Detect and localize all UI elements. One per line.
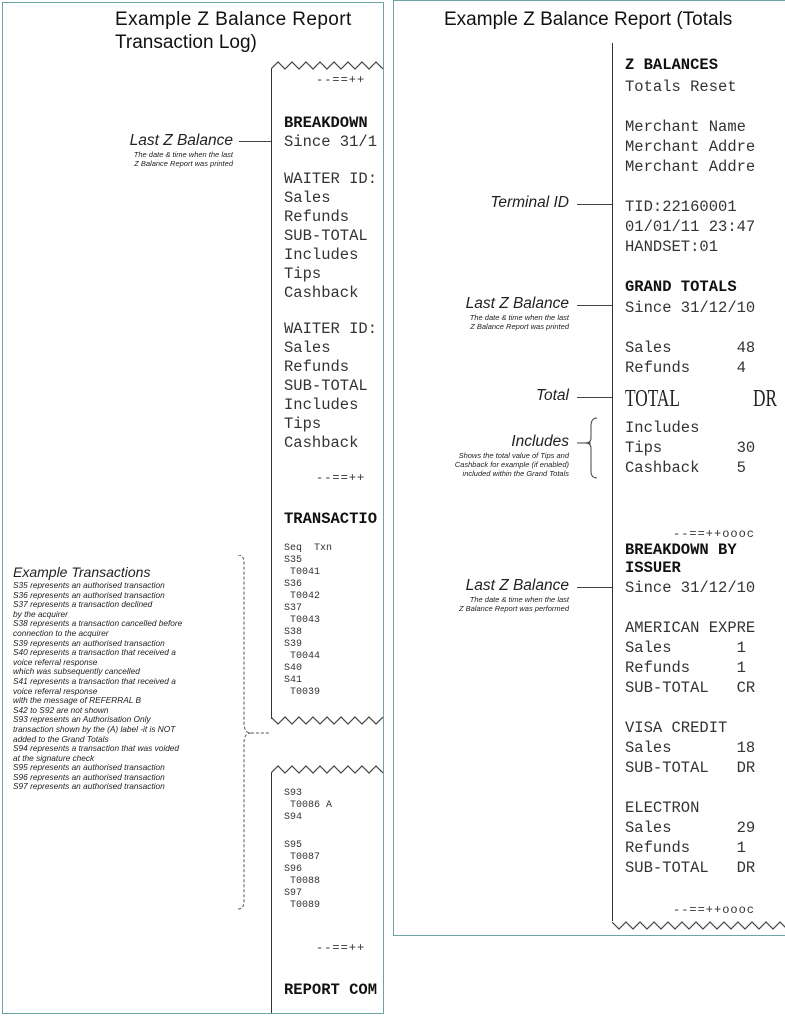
note-line: S97 represents an authorised transaction	[13, 781, 165, 792]
left-document-page	[2, 2, 384, 1014]
receipt-line: Since 31/12/10	[625, 299, 756, 317]
receipt-line: SUB-TOTAL DR	[625, 759, 756, 777]
receipt-1-separator: --==++	[316, 73, 366, 87]
example-transactions-notes	[13, 564, 238, 792]
receipt-line: Tips	[284, 265, 322, 283]
tx-line: S97	[284, 888, 303, 899]
receipt-line: VISA CREDIT	[625, 719, 728, 737]
breakdown-heading-2: ISSUER	[625, 559, 681, 577]
left-page-title	[115, 8, 352, 54]
total-label: TOTAL	[625, 386, 680, 412]
note-line: at the signature check	[13, 752, 95, 763]
tx-line: S39	[284, 639, 303, 650]
includes-brace	[577, 416, 611, 480]
receipt-1-separator-2: --==++	[316, 471, 366, 485]
callout-last-z-balance-right-1	[404, 295, 569, 331]
note-line: transaction shown by the (A) label -it is NOT	[13, 723, 176, 734]
tx-line: T0088	[284, 876, 321, 887]
receipt-line: Merchant Addre	[625, 138, 756, 156]
receipt-1-breakdown: BREAKDOWN	[284, 114, 368, 132]
receipt-line: WAITER ID:	[284, 320, 378, 338]
receipt-line: SUB-TOTAL CR	[625, 679, 756, 697]
callout-desc: The date & time when the last	[469, 313, 569, 322]
tx-line: S35	[284, 555, 303, 566]
receipt-line: Tips 30	[625, 439, 756, 457]
callout-includes	[396, 433, 569, 478]
note-line: connection to the acquirer	[13, 627, 109, 638]
receipt-line: Sales	[284, 189, 331, 207]
callout-desc: The date & time when the last	[469, 595, 569, 604]
tx-line: S93	[284, 788, 303, 799]
note-line: S94 represents a transaction that was voided	[13, 743, 180, 754]
callout-desc: The date & time when the last	[133, 150, 233, 159]
callout-last-z-balance-left	[63, 132, 233, 168]
receipt-line: Since 31/12/10	[625, 579, 756, 597]
note-line: which was subsequently cancelled	[13, 666, 140, 677]
note-line: voice referral response	[13, 685, 98, 696]
callout-leader-line	[577, 587, 612, 588]
callout-desc: Shows the total value of Tips and	[458, 451, 569, 460]
receipt-line: Refunds 4	[625, 359, 746, 377]
tx-line: T0086 A	[284, 800, 333, 811]
receipt-line: ELECTRON	[625, 799, 700, 817]
receipt-2-separator: --==++	[316, 941, 366, 955]
tx-line: S40	[284, 663, 303, 674]
receipt-line: SUB-TOTAL	[284, 377, 368, 395]
tx-line: T0089	[284, 900, 321, 911]
tx-line: S41	[284, 675, 303, 686]
note-line: S40 represents a transaction that received a	[13, 647, 176, 658]
receipt-line: Includes	[625, 419, 700, 437]
note-line: S37 represents a transaction declined	[13, 599, 153, 610]
callout-heading: Last Z Balance	[129, 132, 233, 149]
seq-header: Seq Txn	[284, 543, 333, 554]
callout-leader-line	[577, 204, 612, 205]
callout-heading: Last Z Balance	[465, 577, 569, 594]
tx-line: S36	[284, 579, 303, 590]
note-line: S39 represents an authorised transaction	[13, 637, 165, 648]
receipt-separator-2: --==++oooc	[673, 903, 756, 917]
note-line: by the acquirer	[13, 608, 68, 619]
note-line: voice referral response	[13, 656, 98, 667]
receipt-line: Sales 1	[625, 639, 746, 657]
receipt-line: Totals Reset	[625, 78, 737, 96]
callout-leader-line	[577, 305, 612, 306]
receipt-line: WAITER ID:	[284, 170, 378, 188]
tx-line: S38	[284, 627, 303, 638]
note-line: S38 represents a transaction cancelled before	[13, 618, 183, 629]
right-document-page	[393, 0, 785, 936]
tx-line: S37	[284, 603, 303, 614]
receipt-line: Merchant Name	[625, 118, 746, 136]
receipt-line: Sales	[284, 339, 331, 357]
note-line: S95 represents an authorised transaction	[13, 762, 165, 773]
notes-heading: Example Transactions	[13, 564, 151, 580]
note-line: S42 to S92 are not shown	[13, 704, 109, 715]
receipt-line: Cashback 5	[625, 459, 746, 477]
receipt-line: 01/01/11 23:47	[625, 218, 756, 236]
note-line: S96 represents an authorised transaction	[13, 771, 165, 782]
transactions-dashed-bracket	[235, 555, 271, 911]
receipt-1	[271, 69, 384, 719]
callout-heading: Total	[535, 387, 569, 404]
receipt-header: Z BALANCES	[625, 56, 719, 74]
tx-line: T0041	[284, 567, 321, 578]
receipt-line: Refunds 1	[625, 659, 746, 677]
callout-heading: Terminal ID	[490, 194, 569, 211]
tx-line: T0087	[284, 852, 321, 863]
breakdown-heading-1: BREAKDOWN BY	[625, 541, 737, 559]
receipt-line: Tips	[284, 415, 322, 433]
grand-totals-heading: GRAND TOTALS	[625, 278, 737, 296]
receipt-line: Cashback	[284, 434, 359, 452]
transactions-heading: TRANSACTIO	[284, 510, 378, 528]
callout-desc: Z Balance Report was printed	[470, 322, 569, 331]
receipt-line: Refunds	[284, 358, 350, 376]
receipt-line: TID:22160001	[625, 198, 737, 216]
callout-total	[414, 387, 569, 405]
callout-terminal-id	[414, 194, 569, 212]
right-page-title: Example Z Balance Report (Totals	[444, 9, 733, 30]
receipt-1-since: Since 31/1	[284, 133, 378, 151]
callout-leader-line	[239, 141, 271, 142]
receipt-line: Includes	[284, 246, 359, 264]
tx-line: S94	[284, 812, 303, 823]
left-title-line-1: Example Z Balance Report	[115, 9, 352, 30]
receipt-line: HANDSET:01	[625, 238, 719, 256]
receipt-line: Sales 18	[625, 739, 756, 757]
note-line: S35 represents an authorised transaction	[13, 580, 165, 590]
receipt-line: Sales 29	[625, 819, 756, 837]
callout-last-z-balance-right-2	[404, 577, 569, 613]
tx-line: S95	[284, 840, 303, 851]
receipt-line: Merchant Addre	[625, 158, 756, 176]
receipt-1-zigzag-bottom	[271, 714, 383, 726]
receipt-line: Refunds	[284, 208, 350, 226]
callout-heading: Last Z Balance	[465, 295, 569, 312]
note-line: S36 represents an authorised transaction	[13, 589, 165, 600]
note-line: S93 represents an Authorisation Only	[13, 714, 151, 725]
note-line: S41 represents a transaction that received a	[13, 675, 176, 686]
callout-desc: Z Balance Report was printed	[134, 159, 233, 168]
callout-desc: included within the Grand Totals	[462, 469, 569, 478]
tx-line: T0044	[284, 651, 321, 662]
callout-desc: Z Balance Report was performed	[458, 604, 569, 613]
tx-line: T0042	[284, 591, 321, 602]
note-line: added to the Grand Totals	[13, 733, 109, 744]
callout-heading: Includes	[511, 433, 569, 450]
report-complete: REPORT COM	[284, 981, 378, 999]
callout-leader-line	[577, 397, 612, 398]
z-balance-receipt	[612, 43, 785, 921]
receipt-line: Includes	[284, 396, 359, 414]
receipt-line: Refunds 1	[625, 839, 746, 857]
callout-desc: Cashback for example (if enabled)	[454, 460, 569, 469]
receipt-line: Cashback	[284, 284, 359, 302]
receipt-line: SUB-TOTAL	[284, 227, 368, 245]
receipt-line: Sales 48	[625, 339, 756, 357]
total-value: DR	[753, 386, 778, 412]
right-receipt-zigzag-bottom	[612, 919, 785, 931]
tx-line: T0043	[284, 615, 321, 626]
receipt-line: AMERICAN EXPRE	[625, 619, 756, 637]
tx-line: T0039	[284, 687, 321, 698]
receipt-line: SUB-TOTAL DR	[625, 859, 756, 877]
receipt-separator: --==++oooc	[673, 527, 756, 541]
receipt-2	[271, 773, 384, 1014]
tx-line: S96	[284, 864, 303, 875]
left-title-line-2: Transaction Log)	[115, 32, 257, 53]
note-line: with the message of REFERRAL B	[13, 695, 142, 706]
